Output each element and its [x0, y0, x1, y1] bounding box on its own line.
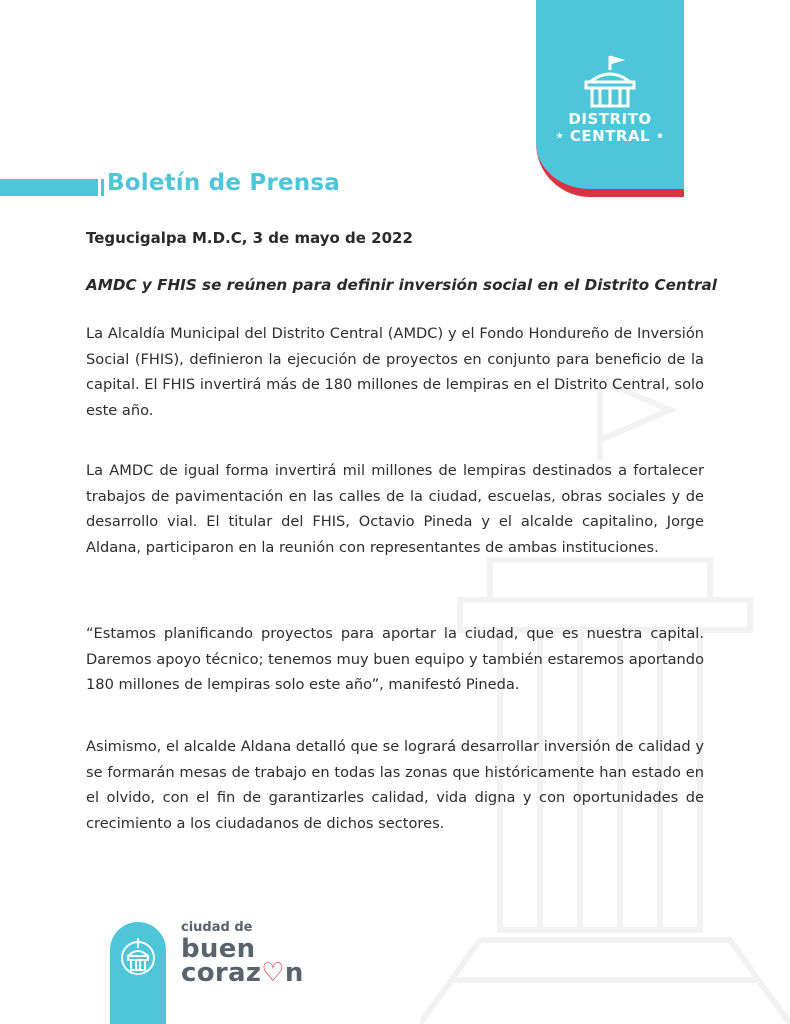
brand-line-3-start: coraz — [181, 958, 262, 988]
footer-logo-tab — [110, 922, 166, 1024]
star-icon: ★ — [555, 131, 565, 142]
paragraph-2: La AMDC de igual forma invertirá mil millones de lempiras destinados a fortalecer trabajos de pavimentación en las calles de la ciudad, escuelas, obras sociales y de desarrollo vial. El titular del FHIS, Octavio Pineda y el alcalde capitalino, Jorge Aldana, participaron en la reunión con representantes de ambas instituciones. — [86, 462, 704, 556]
brand-line-3 — [181, 960, 304, 986]
paragraph-4: Asimismo, el alcalde Aldana detalló que se logrará desarrollar inversión de calidad y se formarán mesas de trabajo en todas las zonas que históricamente han estado en el olvido, con el fin de garantizarles calidad, vida digna y con oportunidades de crecimiento a los ciudadanos de dichos sectores. — [86, 738, 704, 832]
footer-tower-icon — [120, 936, 156, 976]
brand-line-1: ciudad de — [181, 920, 253, 935]
star-icon: ★ — [655, 131, 665, 142]
bulletin-accent-bar-thin — [101, 179, 104, 196]
brand-line-3-end: n — [284, 958, 304, 988]
logo-text-line2 — [536, 127, 684, 145]
paragraph-1: La Alcaldía Municipal del Distrito Central (AMDC) y el Fondo Hondureño de Inversión Social (FHIS), definieron la ejecución de proyectos en conjunto para beneficio de la capital. El FHIS invertirá más de 180 millones de lempiras en el Distrito Central, solo este año. — [86, 325, 704, 419]
logo-text-line2-label: CENTRAL — [569, 127, 651, 145]
bulletin-accent-bar — [0, 179, 98, 196]
distrito-central-tower-icon — [580, 54, 640, 108]
dateline: Tegucigalpa M.D.C, 3 de mayo de 2022 — [86, 229, 413, 247]
heart-icon: ♡ — [261, 958, 285, 988]
logo-text-line1: DISTRITO — [568, 110, 652, 128]
paragraph-3: “Estamos planificando proyectos para aportar la ciudad, que es nuestra capital. Daremos apoyo técnico; tenemos muy buen equipo y también estaremos aportando 180 millones de lempiras solo este año”, manifestó Pineda. — [86, 625, 704, 693]
headline: AMDC y FHIS se reúnen para definir inversión social en el Distrito Central — [86, 276, 717, 294]
page-title: Boletín de Prensa — [107, 170, 340, 196]
brand-line-2: buen — [181, 934, 256, 964]
distrito-central-logo — [536, 0, 684, 197]
